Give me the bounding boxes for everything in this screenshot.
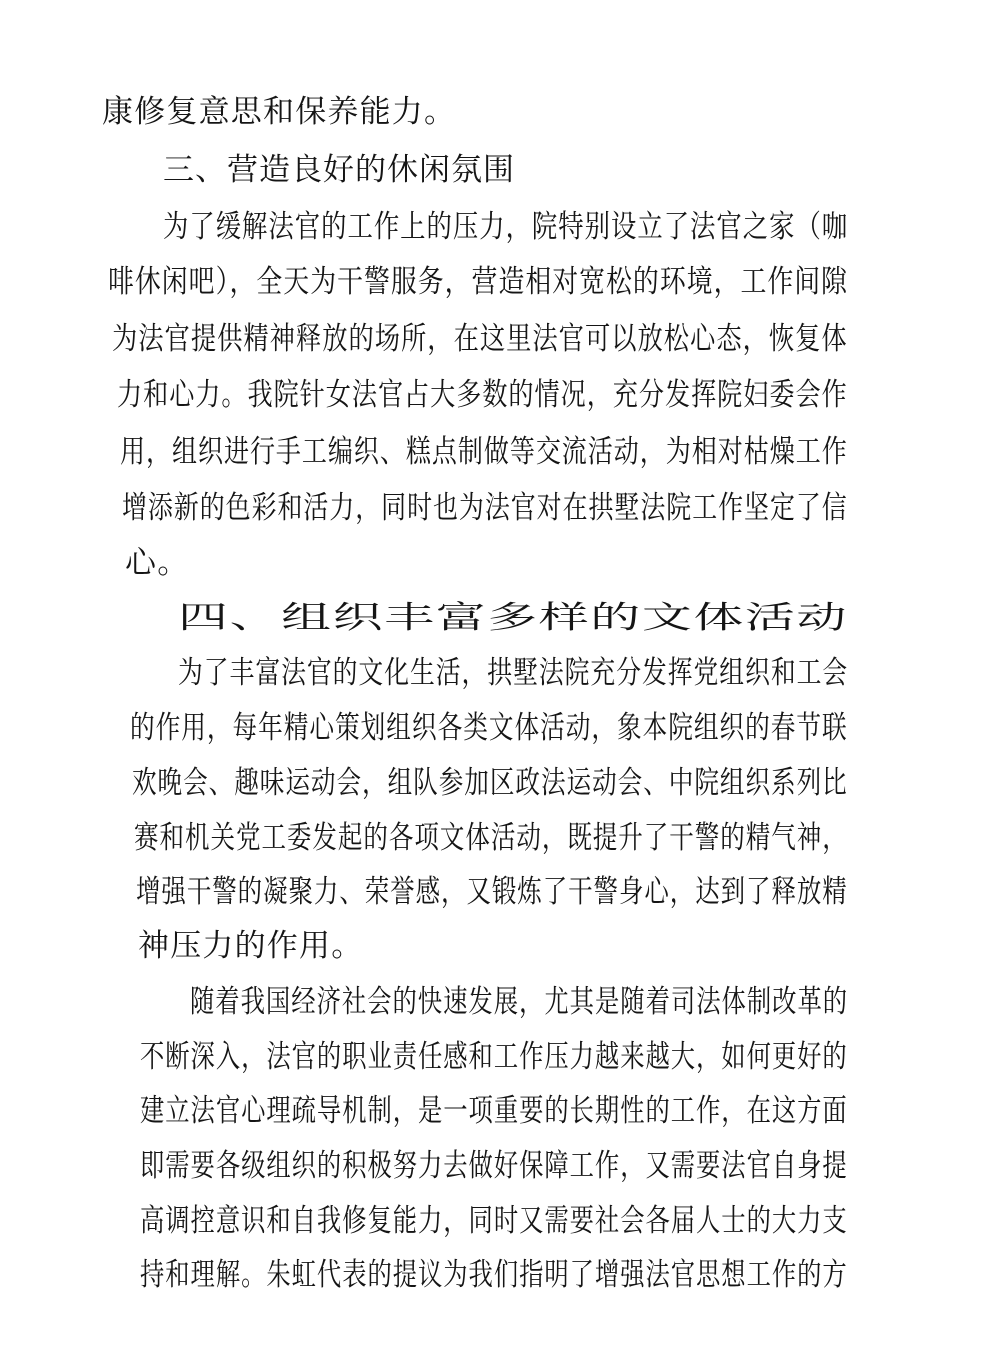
text-line-11: 为了丰富法官的文化生活，拱墅法院充分发挥党组织和工会 <box>178 655 849 691</box>
section-heading-3: 三、营造良好的休闲氛围 <box>163 152 515 188</box>
text-line-5: 为法官提供精神释放的场所，在这里法官可以放松心态，恢复体 <box>112 321 848 357</box>
text-line-7: 用，组织进行手工编织、糕点制做等交流活动，为相对枯燥工作 <box>120 434 848 470</box>
text-line-3: 为了缓解法官的工作上的压力，院特别设立了法官之家（咖 <box>163 209 849 245</box>
text-line-21: 高调控意识和自我修复能力，同时又需要社会各届人士的大力支 <box>140 1203 848 1239</box>
text-line-13: 欢晚会、趣味运动会，组队参加区政法运动会、中院组织系列比 <box>132 765 848 801</box>
text-line-18: 不断深入，法官的职业责任感和工作压力越来越大，如何更好的 <box>140 1039 848 1075</box>
text-line-1: 康修复意思和保养能力。 <box>102 94 457 130</box>
section-heading-4: 四、组织丰富多样的文体活动 <box>178 600 849 636</box>
text-line-9: 心。 <box>125 545 190 581</box>
text-line-14: 赛和机关党工委发起的各项文体活动，既提升了干警的精气神， <box>134 820 848 856</box>
text-line-6: 力和心力。我院针女法官占大多数的情况，充分发挥院妇委会作 <box>117 377 848 413</box>
text-line-4: 啡休闲吧），全天为干警服务，营造相对宽松的环境，工作间隙 <box>108 264 849 300</box>
text-line-22: 持和理解。朱虹代表的提议为我们指明了增强法官思想工作的方 <box>140 1257 848 1293</box>
text-line-17: 随着我国经济社会的快速发展，尤其是随着司法体制改革的 <box>190 984 849 1020</box>
text-line-8: 增添新的色彩和活力，同时也为法官对在拱墅法院工作坚定了信 <box>122 490 848 526</box>
text-line-19: 建立法官心理疏导机制，是一项重要的长期性的工作，在这方面 <box>140 1093 848 1129</box>
text-line-16: 神压力的作用。 <box>138 928 364 964</box>
text-line-12: 的作用，每年精心策划组织各类文体活动，象本院组织的春节联 <box>130 710 848 746</box>
text-line-20: 即需要各级组织的积极努力去做好保障工作，又需要法官自身提 <box>140 1148 848 1184</box>
text-line-15: 增强干警的凝聚力、荣誉感，又锻炼了干警身心，达到了释放精 <box>136 874 848 910</box>
